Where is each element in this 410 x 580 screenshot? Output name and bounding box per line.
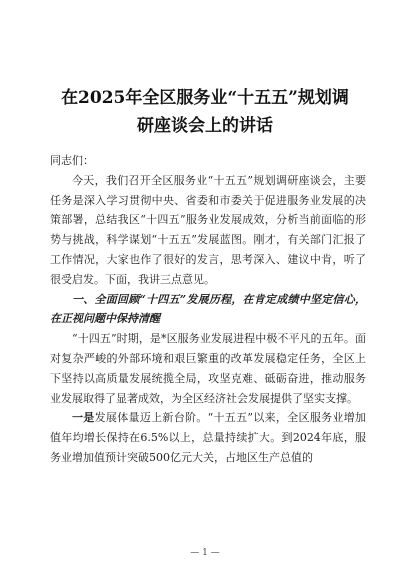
section-heading-1: 一、全面回顾“十四五”发展历程，在肯定成绩中坚定信心，在正视问题中保持清醒 [50,292,366,326]
section-paragraph-1: “十四五”时期，是*区服务业发展进程中极不平凡的五年。面对复杂严峻的外部环境和艰巨繁重的改革发展稳定任务，全区上下坚持以高质量发展统揽全局，攻坚克难、砥砺奋进，推动服务业发展取得了显著成效，为全区经济社会发展提供了坚实支撑。 [50,332,366,405]
title-line-2: 研座谈会上的讲话 [137,116,273,136]
salutation: 同志们： [50,154,94,167]
intro-paragraph: 今天，我们召开全区服务业“十五五”规划调研座谈会，主要任务是深入学习贯彻中央、省委和市委关于促进服务业发展的决策部署，总结我区“十四五”服务业发展成效，分析当前面临的形势与挑战，科学谋划“十五五”发展蓝图。刚才，有关部门汇报了工作情况，大家也作了很好的发言，思考深入、建议中肯，听了很受启发。下面，我讲三点意见。 [50,173,366,286]
point-1-lead: 一是 [72,411,95,425]
document-title [40,84,370,140]
page-number: — 1 — [190,548,220,558]
document-body [50,151,366,468]
point-1-text: 发展体量迈上新台阶。“十五五”以来，全区服务业增加值年均增长保持在6.5%以上，总量持续扩大。到2024年底，服务业增加值预计突破500亿元大关，占地区生产总值的 [50,411,367,464]
title-line-1: 在2025年全区服务业“十五五”规划调 [61,88,349,108]
point-1-paragraph [50,408,366,467]
